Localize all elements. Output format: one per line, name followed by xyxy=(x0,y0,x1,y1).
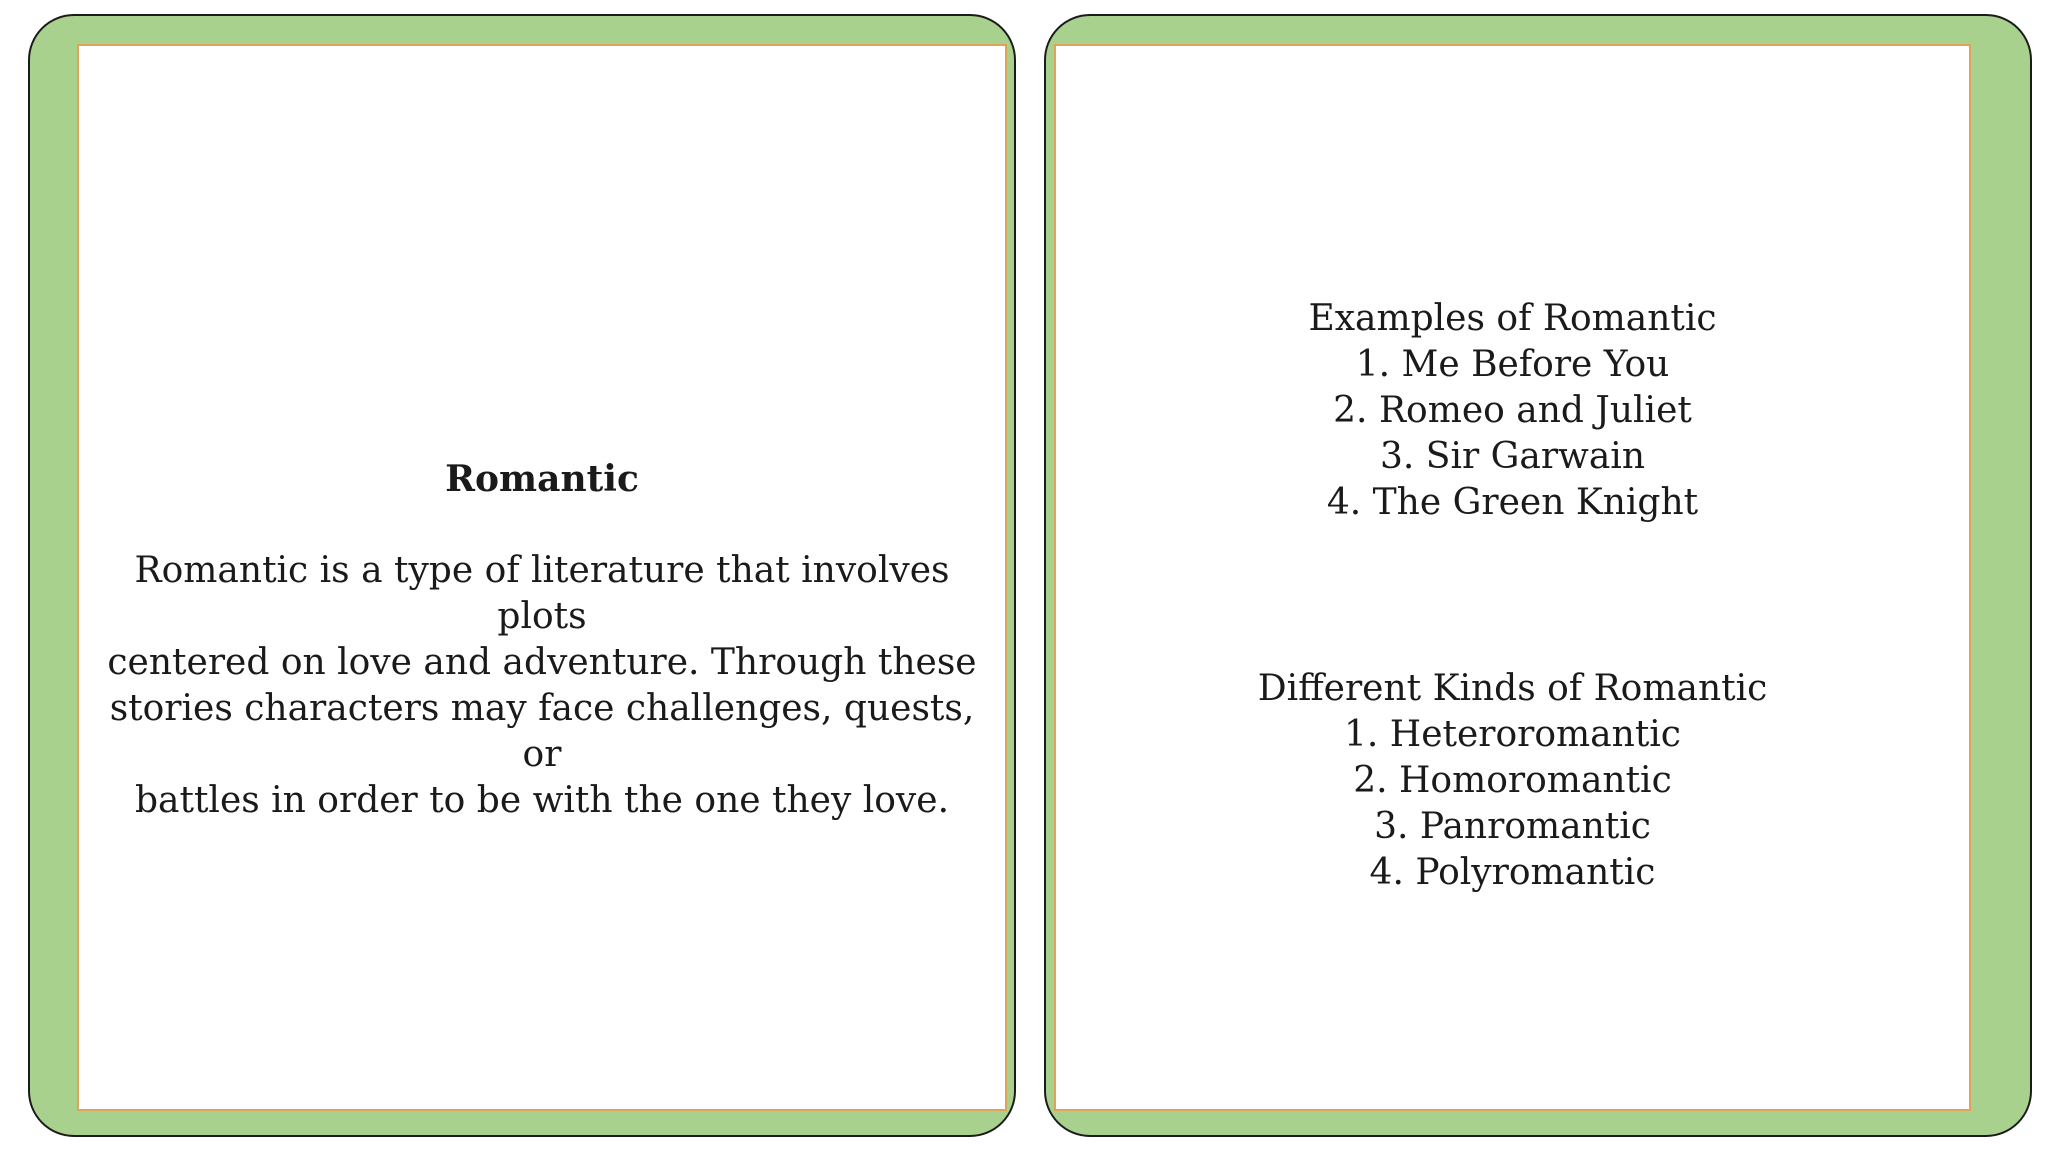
card-title: Romantic xyxy=(445,458,639,500)
list-item: 2. Romeo and Juliet xyxy=(1333,390,1692,431)
definition-line: centered on love and adventure. Through these xyxy=(107,642,977,683)
definition-panel xyxy=(77,44,1007,1111)
examples-panel xyxy=(1054,44,1971,1111)
examples-card xyxy=(1044,14,2032,1137)
list-item: 2. Homoromantic xyxy=(1353,760,1672,801)
definition-line: Romantic is a type of literature that involves plots xyxy=(134,550,950,637)
list-item: 3. Panromantic xyxy=(1374,806,1651,847)
definition-text xyxy=(79,548,1005,824)
list-item: 1. Heteroromantic xyxy=(1344,714,1681,755)
list-item: 4. Polyromantic xyxy=(1369,852,1656,893)
definition-line: stories characters may face challenges, quests, or xyxy=(109,688,975,775)
definition-line: battles in order to be with the one they love. xyxy=(134,780,950,821)
definition-card xyxy=(28,14,1016,1137)
list-item: 3. Sir Garwain xyxy=(1379,436,1646,477)
examples-list xyxy=(1056,296,1969,526)
list-item: 4. The Green Knight xyxy=(1326,482,1699,523)
examples-heading: Examples of Romantic xyxy=(1308,298,1717,339)
kinds-heading: Different Kinds of Romantic xyxy=(1257,668,1768,709)
list-item: 1. Me Before You xyxy=(1355,344,1670,385)
kinds-list xyxy=(1056,666,1969,896)
